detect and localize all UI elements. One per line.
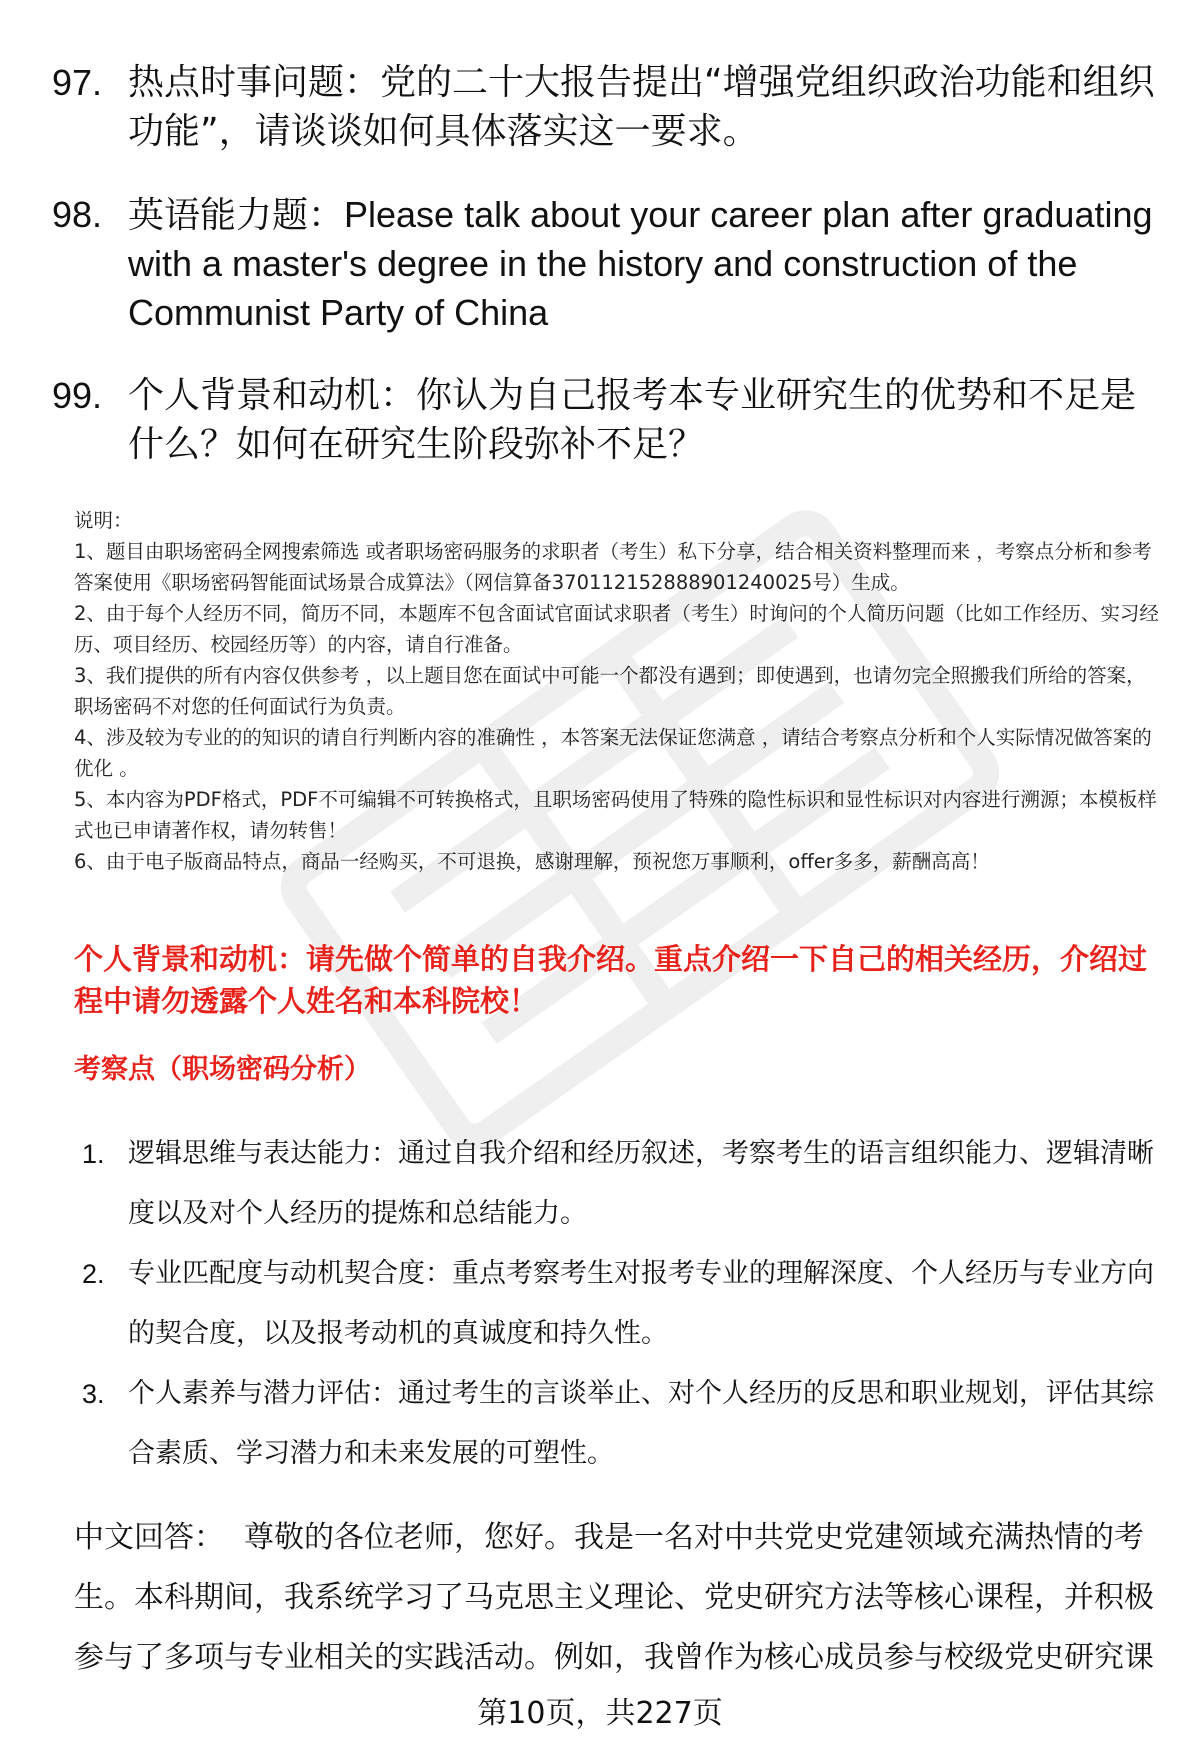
- question-item: [52, 371, 1162, 469]
- question-item: [52, 190, 1162, 337]
- point-number: 3.: [82, 1379, 105, 1409]
- analysis-point: [82, 1124, 1162, 1244]
- notes-title: 说明：: [74, 509, 133, 532]
- note-item: 6、由于电子版商品特点，商品一经购买，不可退换，感谢理解，预祝您万事顺利，offer多多，薪酬高高！: [74, 850, 990, 873]
- focus-question: 个人背景和动机：请先做个简单的自我介绍。重点介绍一下自己的相关经历，介绍过程中请勿透露个人姓名和本科院校！: [74, 942, 1148, 1018]
- question-number: 98.: [52, 194, 103, 235]
- point-text: 个人素养与潜力评估：通过考生的言谈举止、对个人经历的反思和职业规划，评估其综合素质、学习潜力和未来发展的可塑性。: [128, 1378, 1154, 1469]
- notes-section: [74, 505, 1164, 877]
- analysis-heading: 考察点（职场密码分析）: [74, 1054, 371, 1085]
- analysis-point: [82, 1364, 1162, 1484]
- point-text: 逻辑思维与表达能力：通过自我介绍和经历叙述，考察考生的语言组织能力、逻辑清晰度以及对个人经历的提炼和总结能力。: [128, 1138, 1154, 1229]
- answer-paragraph: [74, 1508, 1164, 1688]
- question-text: 英语能力题：Please talk about your career plan after graduating with a master's degree in the history and construction of the Communist Party of China: [128, 194, 1153, 333]
- question-number: 99.: [52, 375, 103, 416]
- answer-text: 尊敬的各位老师，您好。我是一名对中共党史党建领域充满热情的考生。本科期间，我系统学习了马克思主义理论、党史研究方法等核心课程，并积极参与了多项与专业相关的实践活动。例如，我曾作为核心成员参与校级党史研究课: [74, 1520, 1154, 1675]
- question-item: [52, 58, 1162, 156]
- point-number: 2.: [82, 1259, 105, 1289]
- question-list: [52, 58, 1162, 503]
- analysis-points: [82, 1124, 1162, 1484]
- question-text: 热点时事问题：党的二十大报告提出“增强党组织政治功能和组织功能”，请谈谈如何具体落实这一要求。: [128, 62, 1155, 152]
- page-footer: 第10页，共227页: [477, 1696, 723, 1731]
- note-item: 2、由于每个人经历不同，简历不同，本题库不包含面试官面试求职者（考生）时询问的个人简历问题（比如工作经历、实习经历、项目经历、校园经历等）的内容，请自行准备。: [74, 602, 1159, 656]
- point-text: 专业匹配度与动机契合度：重点考察考生对报考专业的理解深度、个人经历与专业方向的契合度，以及报考动机的真诚度和持久性。: [128, 1258, 1154, 1349]
- note-item: 3、我们提供的所有内容仅供参考 ，以上题目您在面试中可能一个都没有遇到；即使遇到，也请勿完全照搬我们所给的答案，职场密码不对您的任何面试行为负责。: [74, 664, 1146, 718]
- answer-label: 中文回答：: [74, 1520, 224, 1555]
- question-number: 97.: [52, 62, 103, 103]
- question-text: 个人背景和动机：你认为自己报考本专业研究生的优势和不足是什么？如何在研究生阶段弥补不足？: [128, 375, 1137, 465]
- point-number: 1.: [82, 1139, 105, 1169]
- note-item: 4、涉及较为专业的的知识的请自行判断内容的准确性 ，本答案无法保证您满意 ，请结合考察点分析和个人实际情况做答案的优化 。: [74, 726, 1152, 780]
- analysis-point: [82, 1244, 1162, 1364]
- note-item: 1、题目由职场密码全网搜索筛选 或者职场密码服务的求职者（考生）私下分享，结合相关资料整理而来 ，考察点分析和参考答案使用《职场密码智能面试场景合成算法》（网信算备370112152888901240025号）生成。: [74, 540, 1152, 594]
- note-item: 5、本内容为PDF格式，PDF不可编辑不可转换格式，且职场密码使用了特殊的隐性标识和显性标识对内容进行溯源；本模板样式也已申请著作权，请勿转售！: [74, 788, 1157, 842]
